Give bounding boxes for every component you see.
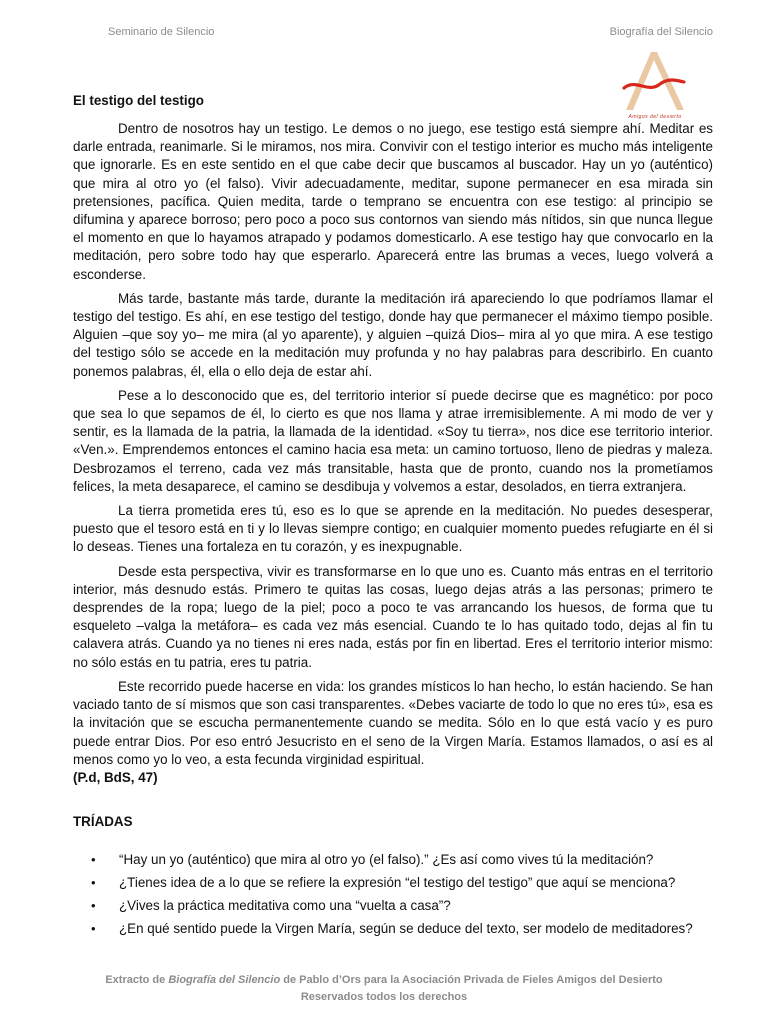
list-item — [73, 874, 713, 892]
paragraph: Dentro de nosotros hay un testigo. Le demos o no juego, ese testigo está siempre ahí. Meditar es darle entrada, reanimarle. Si le miramos, nos mira. Convivir con el testigo interior es mucho más inteligente que ignorarle. Es en este sentido en el que cabe decir que buscamos al buscador. Hay un yo (auténtico) que mira al otro yo (el falso). Vivir adecuadamente, meditar, supone permanecer en esa mirada sin pretensiones, pacífica. Quien medita, tarde o temprano se encuentra con ese testigo: al principio se difumina y aparece borroso; pero poco a poco sus contornos van siendo más nítidos, sin que nunca llegue el momento en que lo hayamos atrapado y podamos domesticarlo. A ese testigo hay que convocarlo en la meditación, pero sobre todo hay que esperarlo. Aparecerá entre las brumas a veces, luego volverá a esconderse. — [73, 121, 713, 282]
running-header-left: Seminario de Silencio — [108, 26, 215, 38]
list-item — [73, 920, 713, 938]
list-item — [73, 897, 713, 915]
question-list — [73, 851, 713, 938]
paragraph: Más tarde, bastante más tarde, durante la meditación irá apareciendo lo que podríamos llamar el testigo del testigo. Es ahí, en ese testigo del testigo, donde hay que permanecer el máximo tiempo posible. Alguien –que soy yo– me mira (al yo aparente), y alguien –quizá Dios– mira al yo que mira. A ese testigo del testigo sólo se accede en la meditación muy profunda y no hay palabras para describirlo. En cuanto ponemos palabras, él, ella o ello deja de estar ahí. — [73, 290, 713, 379]
section-title: TRÍADAS — [73, 814, 133, 830]
document-body — [73, 92, 713, 943]
bullet-icon: • — [91, 852, 96, 868]
paragraph: Desde esta perspectiva, vivir es transformarse en lo que uno es. Cuanto más entras en el territorio interior, más desnudo estás. Primero te quitas las cosas, luego dejas atrás a las personas; primero te desprendes de la ropa; luego de la piel; poco a poco te vas arrancando los huesos, de forma que tu esqueleto –valga la metáfora– es cada vez más esencial. Cuando te lo has quitado todo, dejas al fin tu calavera atrás. Cuando ya no tienes ni eres nada, estás por fin en libertad. Eres el territorio interior mismo: no sólo estás en tu patria, eres tu patria. — [73, 563, 713, 670]
paragraph: Pese a lo desconocido que es, del territorio interior sí puede decirse que es magnético: por poco que sea lo que sepamos de él, lo cierto es que nos llama y atrae irremisiblemente. A mi modo de ver y sentir, es la llamada de la patria, la llamada de la identidad. «Soy tu tierra», nos dice ese territorio interior. «Ven.». Emprendemos entonces el camino hacia esa meta: un camino tortuoso, lleno de piedras y maleza. Desbrozamos el terreno, cada vez más transitable, hasta que de pronto, cuando nos la prometíamos felices, la meta desaparece, el camino se desdibuja y volvemos a estar, desolados, en tierra extranjera. — [73, 387, 713, 494]
logo-caption: Amigos del desierto — [628, 114, 682, 120]
footer-line-1 — [0, 972, 768, 989]
paragraph: Este recorrido puede hacerse en vida: los grandes místicos lo han hecho, lo están haciendo. Se han vaciado tanto de sí mismos que son casi transparentes. «Debes vaciarte de todo lo que no eres tú», esa es la invitación que se escucha permanentemente cuando se medita. Sólo en lo que está vacío y es puro puede entrar Dios. Por eso entró Jesucristo en el seno de la Virgen María. Estamos llamados, o así es al menos como yo lo veo, a esta fecunda virginidad espiritual. — [73, 678, 713, 767]
footer-line-2: Reservados todos los derechos — [300, 991, 468, 1003]
list-item — [73, 851, 713, 869]
citation: (P.d, BdS, 47) — [73, 769, 158, 785]
bullet-icon: • — [91, 921, 96, 937]
question-text: “Hay un yo (auténtico) que mira al otro yo (el falso).” ¿Es así como vives tú la meditación? — [119, 852, 654, 868]
bullet-icon: • — [91, 875, 96, 891]
footer-book-title: Biografía del Silencio — [168, 974, 281, 986]
page-footer — [0, 972, 768, 1006]
running-header-right: Biografía del Silencio — [609, 26, 713, 38]
paragraph: La tierra prometida eres tú, eso es lo que se aprende en la meditación. No puedes desesperar, puesto que el tesoro está en ti y lo llevas siempre contigo; en cualquier momento puedes refugiarte en él si lo deseas. Tienes una fortaleza en tu corazón, y es inexpugnable. — [73, 503, 713, 555]
question-text: ¿Vives la práctica meditativa como una “vuelta a casa”? — [119, 898, 451, 914]
footer-suffix: de Pablo d’Ors para la Asociación Privada de Fieles Amigos del Desierto — [280, 974, 663, 986]
footer-prefix: Extracto de — [105, 974, 169, 986]
article-title: El testigo del testigo — [73, 93, 204, 108]
question-text: ¿Tienes idea de a lo que se refiere la expresión “el testigo del testigo” que aquí se menciona? — [119, 875, 676, 891]
bullet-icon: • — [91, 898, 96, 914]
question-text: ¿En qué sentido puede la Virgen María, según se deduce del texto, ser modelo de meditadores? — [119, 921, 693, 937]
